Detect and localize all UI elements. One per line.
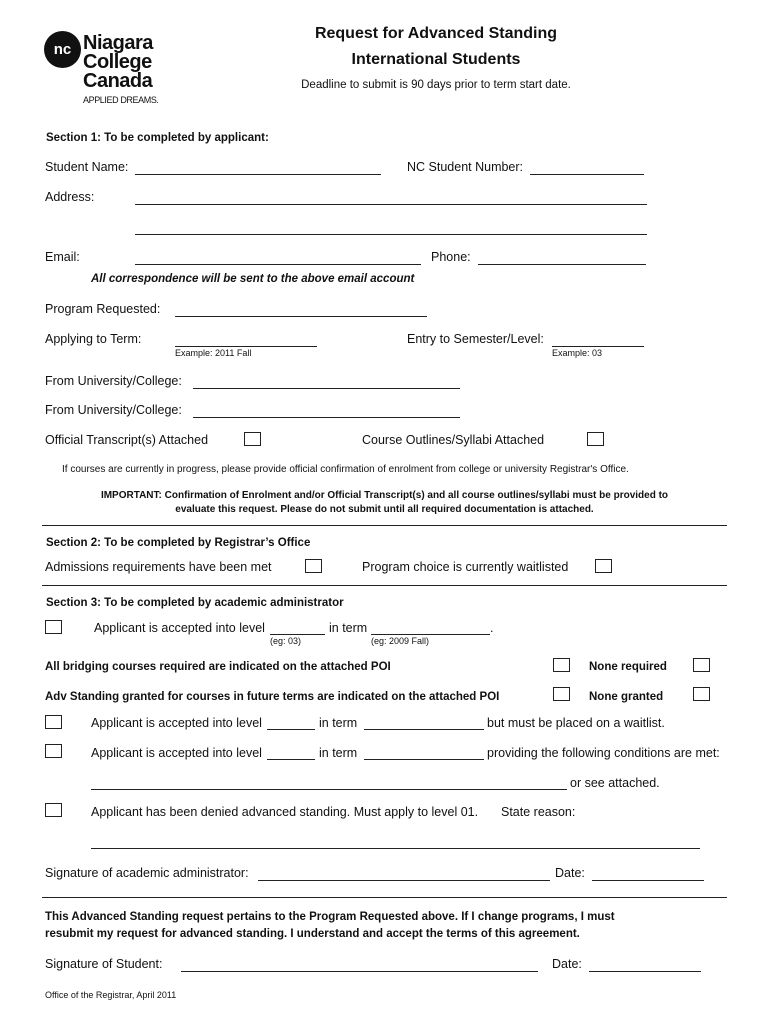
see-attached-label: or see attached.	[570, 776, 660, 790]
email-field[interactable]	[135, 264, 421, 265]
accepted-term-field[interactable]	[371, 634, 490, 635]
phone-field[interactable]	[478, 264, 646, 265]
student-number-field[interactable]	[530, 174, 644, 175]
waitlist-in-term-label: in term	[319, 716, 358, 730]
bridging-label: All bridging courses required are indicated on the attached POI	[45, 661, 391, 673]
student-signature-label: Signature of Student:	[45, 957, 163, 971]
admin-date-field[interactable]	[592, 880, 704, 881]
section2-heading: Section 2: To be completed by Registrar’s Office	[46, 537, 311, 549]
entry-level-label: Entry to Semester/Level:	[407, 332, 544, 346]
waitlist-level-field[interactable]	[267, 729, 315, 730]
none-required-label: None required	[589, 661, 667, 673]
important-note-line2: evaluate this request. Please do not submit until all required documentation is attached.	[175, 504, 594, 515]
level-example: Example: 03	[552, 348, 603, 358]
conditions-note: providing the following conditions are met:	[487, 746, 720, 760]
form-title: Request for Advanced Standing	[314, 25, 558, 42]
from-university-1-field[interactable]	[193, 388, 460, 389]
adv-granted-checkbox[interactable]	[553, 687, 570, 701]
denied-label: Applicant has been denied advanced standing. Must apply to level 01.	[91, 805, 479, 819]
student-signature-field[interactable]	[181, 971, 538, 972]
conditions-level-field[interactable]	[267, 759, 315, 760]
waitlist-term-field[interactable]	[364, 729, 484, 730]
outlines-label: Course Outlines/Syllabi Attached	[362, 433, 545, 447]
reason-field[interactable]	[91, 848, 700, 849]
divider-3	[42, 897, 727, 898]
address-label: Address:	[45, 190, 95, 204]
state-reason-label: State reason:	[501, 805, 576, 819]
accepted-label: Applicant is accepted into level	[94, 621, 265, 635]
footer-office: Office of the Registrar, April 2011	[45, 990, 177, 1000]
eg-term: (eg: 2009 Fall)	[371, 636, 430, 646]
from-university-2-field[interactable]	[193, 417, 460, 418]
waitlist-checkbox[interactable]	[45, 715, 62, 729]
section3-heading: Section 3: To be completed by academic administrator	[46, 597, 344, 609]
conditions-detail-field[interactable]	[91, 789, 567, 790]
program-field[interactable]	[175, 316, 427, 317]
phone-label: Phone:	[431, 250, 471, 264]
admin-date-label: Date:	[555, 866, 585, 880]
in-progress-note: If courses are currently in progress, please provide official confirmation of enrolment from college or university Registrar's Office.	[62, 464, 629, 475]
none-granted-checkbox[interactable]	[693, 687, 710, 701]
agreement-line1: This Advanced Standing request pertains to the Program Requested above. If I change programs, I must	[45, 911, 615, 923]
agreement-line2: resubmit my request for advanced standing. I understand and accept the terms of this agreement.	[45, 928, 580, 940]
student-number-label: NC Student Number:	[407, 160, 524, 174]
eg-level: (eg: 03)	[270, 636, 302, 646]
admin-signature-field[interactable]	[258, 880, 550, 881]
bridging-checkbox[interactable]	[553, 658, 570, 672]
outlines-checkbox[interactable]	[587, 432, 604, 446]
waitlisted-label: Program choice is currently waitlisted	[362, 560, 569, 574]
none-granted-label: None granted	[589, 691, 664, 703]
form-subtitle: International Students	[351, 51, 521, 68]
admissions-met-checkbox[interactable]	[305, 559, 322, 573]
accepted-checkbox[interactable]	[45, 620, 62, 634]
address-line-1-field[interactable]	[135, 204, 647, 205]
conditions-accepted-label: Applicant is accepted into level	[91, 746, 262, 760]
email-label: Email:	[45, 250, 80, 264]
important-note-line1: IMPORTANT: Confirmation of Enrolment and/or Official Transcript(s) and all course outlines/syllabi must be provided to	[100, 490, 669, 501]
transcripts-label: Official Transcript(s) Attached	[45, 433, 209, 447]
admin-signature-label: Signature of academic administrator:	[45, 866, 249, 880]
entry-level-field[interactable]	[552, 346, 644, 347]
accepted-period: .	[490, 621, 494, 635]
waitlisted-checkbox[interactable]	[595, 559, 612, 573]
conditions-checkbox[interactable]	[45, 744, 62, 758]
admissions-met-label: Admissions requirements have been met	[45, 560, 272, 574]
divider-2	[42, 585, 727, 586]
conditions-term-field[interactable]	[364, 759, 484, 760]
accepted-level-field[interactable]	[270, 634, 325, 635]
logo-niagara: Niagara	[83, 32, 153, 54]
logo-nc-text: nc	[53, 41, 72, 58]
divider-1	[42, 525, 727, 526]
transcripts-checkbox[interactable]	[244, 432, 261, 446]
from-university-1-label: From University/College:	[45, 374, 182, 388]
logo-tagline: APPLIED DREAMS.	[83, 95, 159, 105]
adv-granted-label: Adv Standing granted for courses in future terms are indicated on the attached POI	[45, 691, 500, 703]
waitlist-note: but must be placed on a waitlist.	[487, 716, 665, 730]
accepted-in-term-label: in term	[329, 621, 368, 635]
logo-college: College	[83, 51, 152, 73]
section1-heading: Section 1: To be completed by applicant:	[46, 132, 269, 144]
applying-term-label: Applying to Term:	[45, 332, 142, 346]
none-required-checkbox[interactable]	[693, 658, 710, 672]
applying-term-field[interactable]	[175, 346, 317, 347]
student-name-label: Student Name:	[45, 160, 129, 174]
term-example: Example: 2011 Fall	[175, 348, 252, 358]
from-university-2-label: From University/College:	[45, 403, 182, 417]
student-date-label: Date:	[552, 957, 582, 971]
waitlist-accepted-label: Applicant is accepted into level	[91, 716, 262, 730]
logo-canada: Canada	[83, 70, 153, 92]
correspondence-note: All correspondence will be sent to the above email account	[91, 273, 415, 285]
deadline-note: Deadline to submit is 90 days prior to term start date.	[301, 79, 571, 91]
student-date-field[interactable]	[589, 971, 701, 972]
program-label: Program Requested:	[45, 302, 161, 316]
conditions-in-term-label: in term	[319, 746, 358, 760]
student-name-field[interactable]	[135, 174, 381, 175]
denied-checkbox[interactable]	[45, 803, 62, 817]
address-line-2-field[interactable]	[135, 234, 647, 235]
